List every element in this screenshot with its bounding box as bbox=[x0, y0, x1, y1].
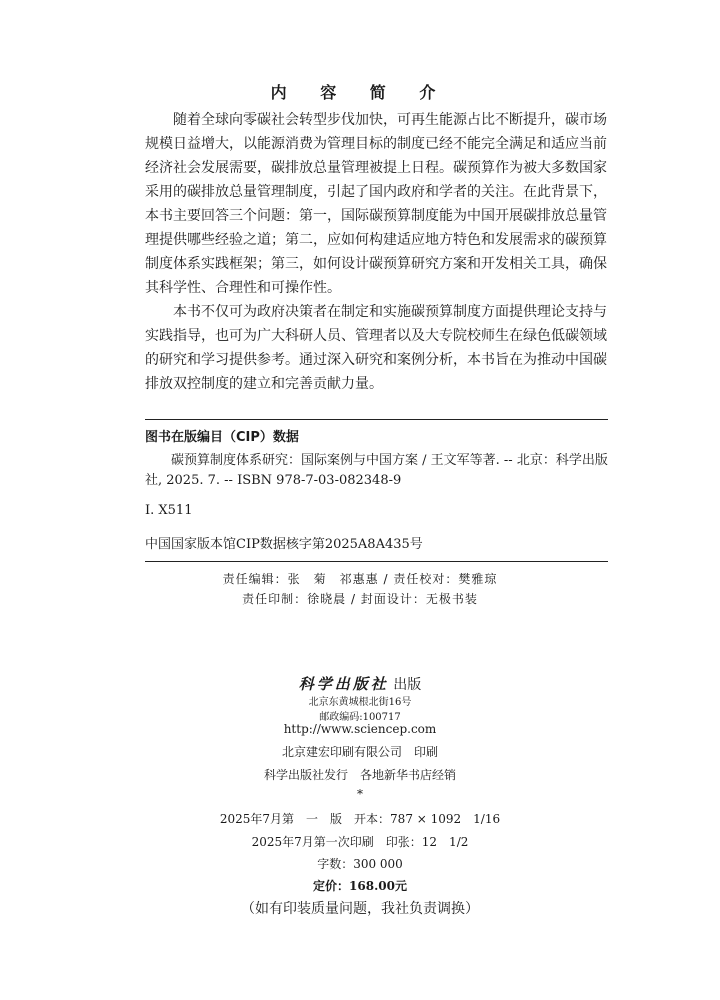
publisher-postcode: 邮政编码:100717 bbox=[319, 712, 401, 723]
summary-paragraph-1: 随着全球向零碳社会转型步伐加快，可再生能源占比不断提升，碳市场规模日益增大，以能源消费为管理目标的制度已经不能完全满足和适应当前经济社会发展需要，碳排放总量管理被提上日程。碳预算作为被大多数国家采用的碳排放总量管理制度，引起了国内政府和学者的关注。在此背景下，本书主要回答三个问题：第一，国际碳预算制度能为中国开展碳排放总量管理提供哪些经验之道；第二，应如何构建适应地方特色和发展需求的碳预算制度体系实践框架；第三，如何设计碳预算研究方案和开发相关工具，确保其科学性、合理性和可操作性。 bbox=[145, 112, 607, 296]
summary-body bbox=[145, 108, 607, 396]
publisher-line bbox=[0, 673, 720, 694]
summary-title: 内 容 简 介 bbox=[270, 83, 450, 102]
word-count: 字数：300 000 bbox=[317, 857, 403, 871]
publisher-logo: 科学出版社 bbox=[298, 675, 389, 693]
credits-line-1: 责任编辑：张 菊 祁惠惠 / 责任校对：樊雅琼 bbox=[222, 572, 498, 586]
quality-notice: （如有印装质量问题，我社负责调换） bbox=[241, 901, 479, 917]
separator-star: * bbox=[357, 787, 363, 801]
credits-line-2: 责任印制：徐晓晨 / 封面设计：无极书装 bbox=[242, 592, 478, 606]
distribution-line: 科学出版社发行 各地新华书店经销 bbox=[263, 768, 456, 782]
cip-classification: Ⅰ. X511 bbox=[145, 503, 193, 518]
publisher-suffix: 出版 bbox=[393, 677, 422, 693]
publisher-url: http://www.sciencep.com bbox=[283, 722, 437, 736]
cip-title: 图书在版编目（CIP）数据 bbox=[145, 430, 299, 445]
printer-line: 北京建宏印刷有限公司 印刷 bbox=[281, 745, 438, 759]
cip-bottom-rule bbox=[145, 561, 608, 562]
publisher-address: 北京东黄城根北街16号 bbox=[308, 697, 412, 708]
summary-paragraph-2: 本书不仅可为政府决策者在制定和实施碳预算制度方面提供理论支持与实践指导，也可为广大科研人员、管理者以及大专院校师生在绿色低碳领域的研究和学习提供参考。通过深入研究和案例分析，本书旨在为推动中国碳排放双控制度的建立和完善贡献力量。 bbox=[145, 304, 607, 392]
cip-entry: 碳预算制度体系研究：国际案例与中国方案 / 王文军等著. -- 北京：科学出版社, 2025. 7. -- ISBN 978-7-03-082348-9 bbox=[145, 453, 608, 488]
printing-line: 2025年7月第一次印刷 印张：12 1/2 bbox=[251, 835, 469, 849]
cip-number: 中国国家版本馆CIP数据核字第2025A8A435号 bbox=[145, 537, 423, 552]
cip-top-rule bbox=[145, 419, 608, 420]
price: 定价：168.00元 bbox=[313, 879, 407, 893]
edition-line: 2025年7月第 一 版 开本：787 × 1092 1/16 bbox=[219, 812, 501, 826]
